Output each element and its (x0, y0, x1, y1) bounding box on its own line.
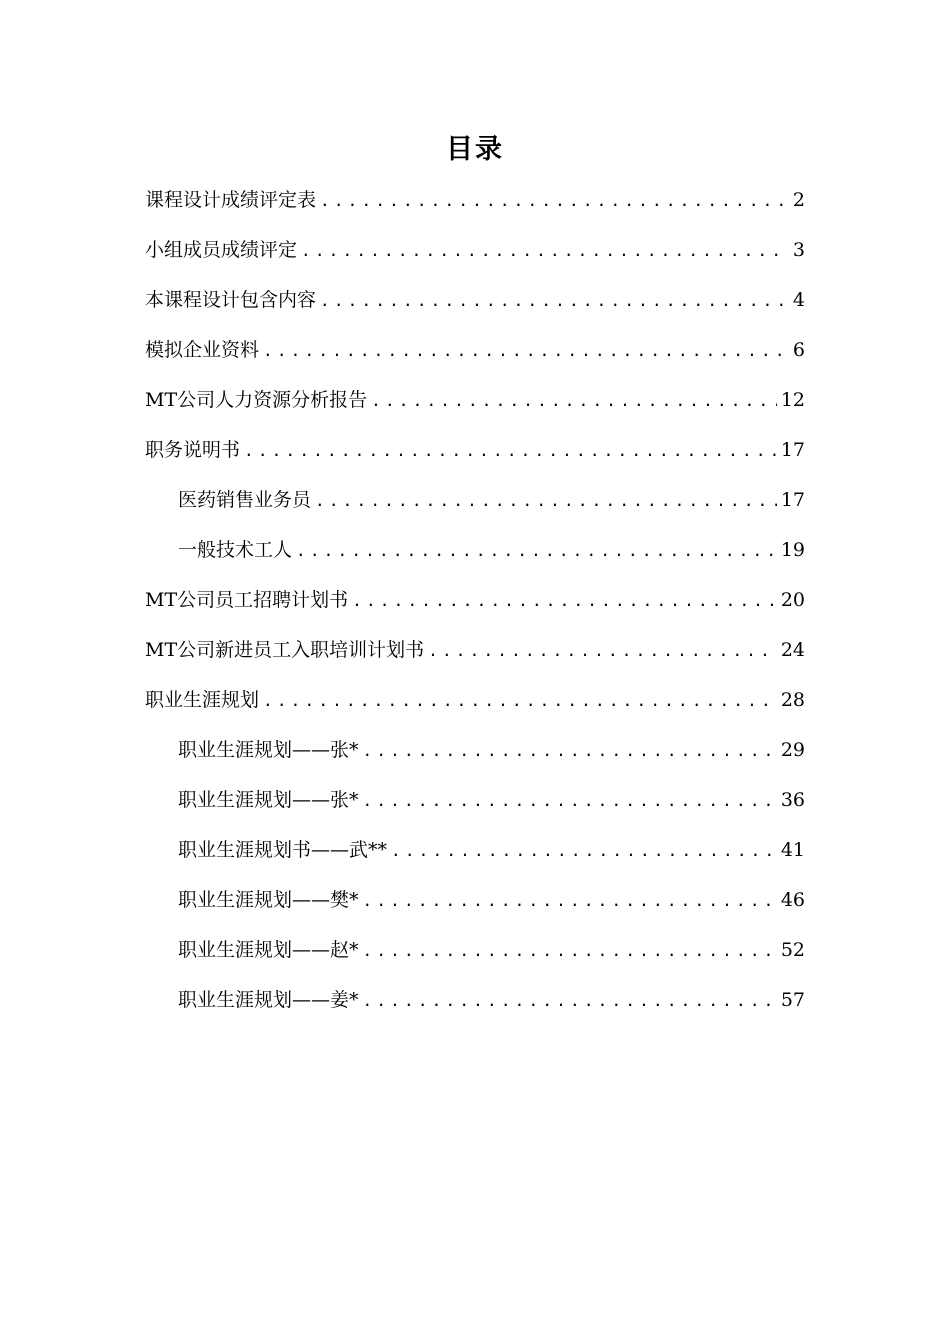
toc-dot-leader (320, 181, 789, 221)
toc-page-number: 36 (780, 789, 805, 811)
toc-dot-leader (371, 381, 777, 421)
toc-subentry[interactable] (178, 480, 805, 520)
toc-entry-text: 职务说明书 (145, 439, 241, 461)
toc-dot-leader (296, 531, 777, 571)
toc-title: 目录 (446, 134, 504, 165)
toc-page-number: 2 (792, 189, 805, 211)
toc-page-number: 57 (780, 989, 805, 1011)
toc-subentry[interactable] (178, 780, 805, 820)
toc-entry-text: MT公司人力资源分析报告 (145, 389, 368, 411)
toc-page-number: 29 (780, 739, 805, 761)
toc-page-number: 17 (780, 439, 805, 461)
toc-entry[interactable] (145, 580, 805, 620)
toc-entry-text: 职业生涯规划 (145, 689, 260, 711)
toc-dot-leader (363, 781, 777, 821)
toc-subentry[interactable] (178, 930, 805, 970)
toc-dot-leader (391, 831, 777, 871)
toc-dot-leader (428, 631, 777, 671)
toc-entry-text: 本课程设计包含内容 (145, 289, 317, 311)
toc-entry[interactable] (145, 330, 805, 370)
toc-entry-text: 职业生涯规划——姜* (178, 989, 359, 1011)
toc-page-number: 6 (792, 339, 805, 361)
toc-entry[interactable] (145, 380, 805, 420)
toc-entry-text: MT公司新进员工入职培训计划书 (145, 639, 425, 661)
toc-dot-leader (244, 431, 777, 471)
toc-dot-leader (363, 881, 777, 921)
toc-subentry[interactable] (178, 980, 805, 1020)
toc-dot-leader (363, 731, 777, 771)
toc-page-number: 24 (780, 639, 805, 661)
toc-page-number: 20 (780, 589, 805, 611)
toc-dot-leader (301, 231, 789, 271)
toc-entry-text: 模拟企业资料 (145, 339, 260, 361)
toc-subentry[interactable] (178, 530, 805, 570)
toc-entry-text: 医药销售业务员 (178, 489, 312, 511)
toc-entry-text: 职业生涯规划——张* (178, 789, 359, 811)
toc-page-number: 3 (792, 239, 805, 261)
toc-dot-leader (263, 681, 777, 721)
toc-dot-leader (352, 581, 777, 621)
toc-entry[interactable] (145, 180, 805, 220)
toc-entry-text: 职业生涯规划——张* (178, 739, 359, 761)
toc-entry[interactable] (145, 280, 805, 320)
toc-page-number: 17 (780, 489, 805, 511)
toc-entry-text: 一般技术工人 (178, 539, 293, 561)
toc-entry-text: 课程设计成绩评定表 (145, 189, 317, 211)
toc-entry[interactable] (145, 430, 805, 470)
toc-page-number: 46 (780, 889, 805, 911)
toc-subentry[interactable] (178, 730, 805, 770)
toc-entry-text: 职业生涯规划——赵* (178, 939, 359, 961)
toc-dot-leader (363, 981, 777, 1021)
toc-page-number: 19 (780, 539, 805, 561)
toc-page-number: 41 (780, 839, 805, 861)
toc-subentry[interactable] (178, 880, 805, 920)
toc-dot-leader (315, 481, 777, 521)
toc-dot-leader (263, 331, 789, 371)
toc-page-number: 28 (780, 689, 805, 711)
toc-entry-text: 小组成员成绩评定 (145, 239, 298, 261)
toc-entry[interactable] (145, 230, 805, 270)
toc-dot-leader (363, 931, 777, 971)
toc-page-number: 4 (792, 289, 805, 311)
toc-page-number: 12 (780, 389, 805, 411)
toc-entry[interactable] (145, 680, 805, 720)
toc-entry-text: MT公司员工招聘计划书 (145, 589, 349, 611)
toc-entry-text: 职业生涯规划——樊* (178, 889, 359, 911)
toc-dot-leader (320, 281, 789, 321)
toc-page-number: 52 (780, 939, 805, 961)
toc-entry[interactable] (145, 630, 805, 670)
toc-subentry[interactable] (178, 830, 805, 870)
toc-entry-text: 职业生涯规划书——武** (178, 839, 388, 861)
